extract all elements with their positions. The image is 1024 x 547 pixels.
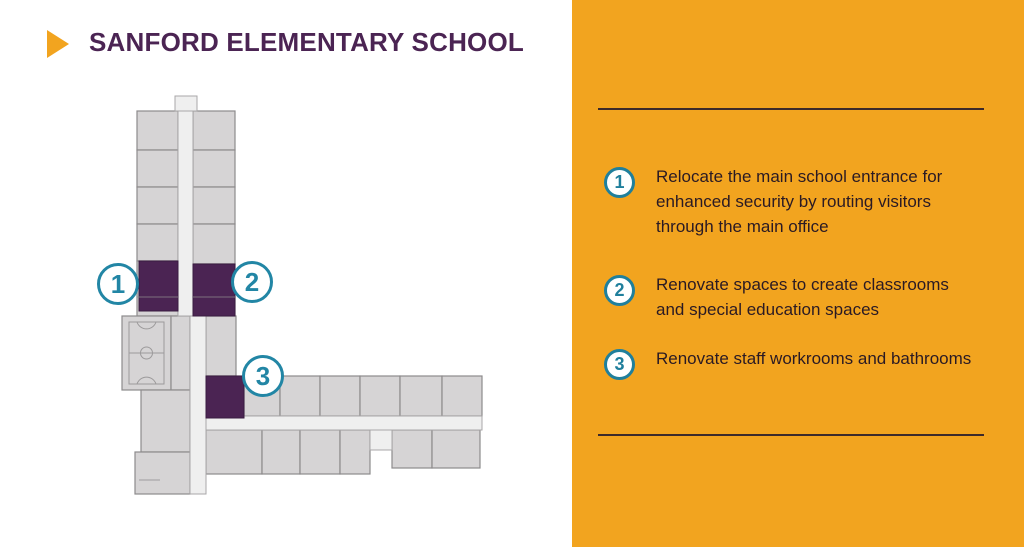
legend-text-1: Relocate the main school entrance for enhanced security by routing visitors through the main office bbox=[656, 167, 943, 236]
legend-number-1: 1 bbox=[604, 167, 635, 198]
marker-3: 3 bbox=[242, 355, 284, 397]
legend-text-3: Renovate staff workrooms and bathrooms bbox=[656, 349, 972, 368]
legend-text-2: Renovate spaces to create classrooms and special education spaces bbox=[656, 275, 949, 319]
legend-number-2: 2 bbox=[604, 275, 635, 306]
marker-2: 2 bbox=[231, 261, 273, 303]
marker-1: 1 bbox=[97, 263, 139, 305]
legend-number-3: 3 bbox=[604, 349, 635, 380]
page-title: SANFORD ELEMENTARY SCHOOL bbox=[89, 27, 524, 57]
divider-top bbox=[598, 108, 984, 110]
divider-bottom bbox=[598, 434, 984, 436]
